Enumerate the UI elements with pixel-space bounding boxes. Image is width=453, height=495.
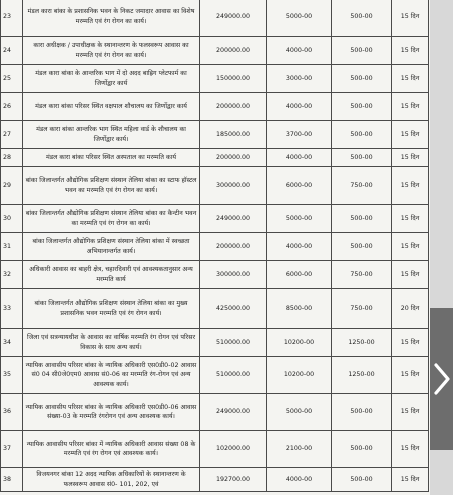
estimated-amount-cell: 200000.00	[200, 149, 267, 167]
table-row	[1, 0, 429, 37]
serial-number-cell: 36	[1, 394, 23, 431]
work-description-cell: मंडल कारा बांका परिसर स्थित वक्षपाल शौचालय का जिर्णोद्वार कार्य	[23, 93, 200, 121]
tender-fee-cell: 1250-00	[332, 329, 392, 357]
table-row	[1, 468, 429, 492]
estimated-amount-cell: 425000.00	[200, 289, 267, 329]
work-description-cell: बांका जिलान्तर्गत औद्योगिक प्रशिक्षण संस्थान तेलिया बांका का मुख्य प्रशासनिक भवन मरम्मति एवं रंग रोगन कार्य।	[23, 289, 200, 329]
tender-fee-cell: 500-00	[332, 121, 392, 149]
work-description-cell: कारा अधीक्षक / उपाधीक्षक के स्थानान्तरण के फलस्वरूप आवास का मरम्मति एवं रंग रोगन का कार्य।	[23, 37, 200, 65]
work-description-cell: मंडल कारा बांका आन्तरिक भाग स्थित महिला वार्ड के शौचालय का जिर्णोद्वार कार्य।	[23, 121, 200, 149]
work-description-cell: मंडल कारा बांका के प्रशासनिक भवन के निकट जमादार आवास का विशेष मरम्मति एवं रंग रोगन का कार्य।	[23, 0, 200, 37]
work-description-cell: मंडल कारा बांका परिसर स्थित अस्पताल का मरम्मति कार्य	[23, 149, 200, 167]
serial-number-cell: 29	[1, 167, 23, 205]
estimated-amount-cell: 249000.00	[200, 394, 267, 431]
tender-fee-cell: 750-00	[332, 167, 392, 205]
earnest-money-cell: 4000-00	[267, 93, 332, 121]
serial-number-cell: 31	[1, 233, 23, 261]
table-row	[1, 431, 429, 468]
earnest-money-cell: 4000-00	[267, 37, 332, 65]
work-description-cell: अधिकारी आवास का बाहरी क्षेत्र, चहारदिवारी एवं आवश्यकतानुसार अन्य मरम्मति कार्य	[23, 261, 200, 289]
completion-period-cell: 15 दिन	[392, 93, 429, 121]
serial-number-cell: 23	[1, 0, 23, 37]
work-description-cell: बांका जिलान्तर्गत औद्योगिक प्रशिक्षण संस्थान तेलिया बांका में स्वच्छता अभियानान्तर्गत कार्य।	[23, 233, 200, 261]
earnest-money-cell: 5000-00	[267, 394, 332, 431]
completion-period-cell: 15 दिन	[392, 233, 429, 261]
serial-number-cell: 38	[1, 468, 23, 492]
completion-period-cell: 15 दिन	[392, 205, 429, 233]
tender-fee-cell: 500-00	[332, 0, 392, 37]
work-description-cell: विजयनगर बांका 12 अदद न्यायिक अधिकारियों के स्थानान्तरण के फलस्वरूप आवास सं0- 101, 202, एवं	[23, 468, 200, 492]
estimated-amount-cell: 192700.00	[200, 468, 267, 492]
tender-fee-cell: 1250-00	[332, 357, 392, 394]
earnest-money-cell: 6000-00	[267, 167, 332, 205]
serial-number-cell: 37	[1, 431, 23, 468]
table-row	[1, 37, 429, 65]
table-row	[1, 289, 429, 329]
tender-fee-cell: 750-00	[332, 289, 392, 329]
table-row	[1, 205, 429, 233]
completion-period-cell: 15 दिन	[392, 329, 429, 357]
work-description-cell: न्यायिक आवासीय परिसर बांका में न्यायिक अधिकारी आवास संख्या 08 के मरम्मति एवं रंग रोगन एवं आवश्यक कार्य।	[23, 431, 200, 468]
completion-period-cell: 15 दिन	[392, 65, 429, 93]
serial-number-cell: 28	[1, 149, 23, 167]
table-row	[1, 357, 429, 394]
tender-fee-cell: 500-00	[332, 37, 392, 65]
tender-fee-cell: 500-00	[332, 93, 392, 121]
estimated-amount-cell: 102000.00	[200, 431, 267, 468]
estimated-amount-cell: 249000.00	[200, 205, 267, 233]
tender-fee-cell: 500-00	[332, 205, 392, 233]
earnest-money-cell: 4000-00	[267, 149, 332, 167]
tender-table-body	[1, 0, 429, 492]
table-row	[1, 93, 429, 121]
next-page-button[interactable]	[430, 308, 453, 450]
estimated-amount-cell: 200000.00	[200, 93, 267, 121]
earnest-money-cell: 10200-00	[267, 329, 332, 357]
estimated-amount-cell: 300000.00	[200, 261, 267, 289]
work-description-cell: बांका जिलान्तर्गत औद्योगिक प्रशिक्षण संस्थान तेलिया बांका का स्टाफ हॉस्टल भवन का मरम्मति एवं रंग रोगन का कार्य।	[23, 167, 200, 205]
chevron-right-icon	[432, 362, 452, 396]
earnest-money-cell: 4000-00	[267, 233, 332, 261]
serial-number-cell: 32	[1, 261, 23, 289]
work-description-cell: मंडल कारा बांका के आन्तरिक भाग में दो अदद बाह्रिग प्लेटफार्म का जिर्णोद्वार कार्य	[23, 65, 200, 93]
work-description-cell: न्यायिक आवासीय परिसर बांका के न्यायिक अधिकारी एस0डी0-06 आवास संख्या-03 के मरम्मति रंगरोगन एवं अन्य आवश्यक कार्य।	[23, 394, 200, 431]
earnest-money-cell: 3000-00	[267, 65, 332, 93]
serial-number-cell: 33	[1, 289, 23, 329]
completion-period-cell: 15 दिन	[392, 431, 429, 468]
completion-period-cell: 15 दिन	[392, 37, 429, 65]
tender-fee-cell: 500-00	[332, 431, 392, 468]
work-description-cell: बांका जिलान्तर्गत औद्योगिक प्रशिक्षण संस्थान तेलिया बांका का कैन्टीन भवन का मरम्मति एवं रंग रोगन का कार्य।	[23, 205, 200, 233]
table-row	[1, 121, 429, 149]
table-row	[1, 329, 429, 357]
earnest-money-cell: 4000-00	[267, 468, 332, 492]
serial-number-cell: 25	[1, 65, 23, 93]
serial-number-cell: 34	[1, 329, 23, 357]
table-row	[1, 261, 429, 289]
serial-number-cell: 27	[1, 121, 23, 149]
estimated-amount-cell: 249000.00	[200, 0, 267, 37]
table-row	[1, 394, 429, 431]
estimated-amount-cell: 185000.00	[200, 121, 267, 149]
tender-fee-cell: 500-00	[332, 394, 392, 431]
completion-period-cell: 15 दिन	[392, 261, 429, 289]
serial-number-cell: 30	[1, 205, 23, 233]
table-row	[1, 65, 429, 93]
completion-period-cell: 15 दिन	[392, 167, 429, 205]
completion-period-cell: 20 दिन	[392, 289, 429, 329]
completion-period-cell: 15 दिन	[392, 357, 429, 394]
table-row	[1, 149, 429, 167]
estimated-amount-cell: 150000.00	[200, 65, 267, 93]
serial-number-cell: 24	[1, 37, 23, 65]
serial-number-cell: 35	[1, 357, 23, 394]
estimated-amount-cell: 510000.00	[200, 329, 267, 357]
table-row	[1, 233, 429, 261]
work-description-cell: न्यायिक आवासीय परिसर बांका के न्यायिक अधिकारी एस0डी0-02 आवास सं0 04 सी0जे0एम0 आवास सं0-06 का मरम्मति रंग-रोगन एवं अन्य आवश्यक कार्य।	[23, 357, 200, 394]
completion-period-cell: 15 दिन	[392, 394, 429, 431]
earnest-money-cell: 3700-00	[267, 121, 332, 149]
tender-fee-cell: 500-00	[332, 233, 392, 261]
completion-period-cell: 15 दिन	[392, 468, 429, 492]
serial-number-cell: 26	[1, 93, 23, 121]
estimated-amount-cell: 200000.00	[200, 233, 267, 261]
completion-period-cell: 15 दिन	[392, 0, 429, 37]
tender-fee-cell: 500-00	[332, 468, 392, 492]
completion-period-cell: 15 दिन	[392, 121, 429, 149]
earnest-money-cell: 6000-00	[267, 261, 332, 289]
estimated-amount-cell: 300000.00	[200, 167, 267, 205]
tender-fee-cell: 500-00	[332, 149, 392, 167]
earnest-money-cell: 5000-00	[267, 205, 332, 233]
earnest-money-cell: 8500-00	[267, 289, 332, 329]
earnest-money-cell: 10200-00	[267, 357, 332, 394]
table-row	[1, 167, 429, 205]
estimated-amount-cell: 510000.00	[200, 357, 267, 394]
earnest-money-cell: 5000-00	[267, 0, 332, 37]
completion-period-cell: 15 दिन	[392, 149, 429, 167]
work-description-cell: जिला एवं सत्रन्यायधीश के आवास का वार्षिक मरम्मति रंग रोगन एवं परिसर विकास के साथ अन्य कार्य।	[23, 329, 200, 357]
estimated-amount-cell: 200000.00	[200, 37, 267, 65]
tender-fee-cell: 500-00	[332, 65, 392, 93]
earnest-money-cell: 2100-00	[267, 431, 332, 468]
tender-fee-cell: 750-00	[332, 261, 392, 289]
